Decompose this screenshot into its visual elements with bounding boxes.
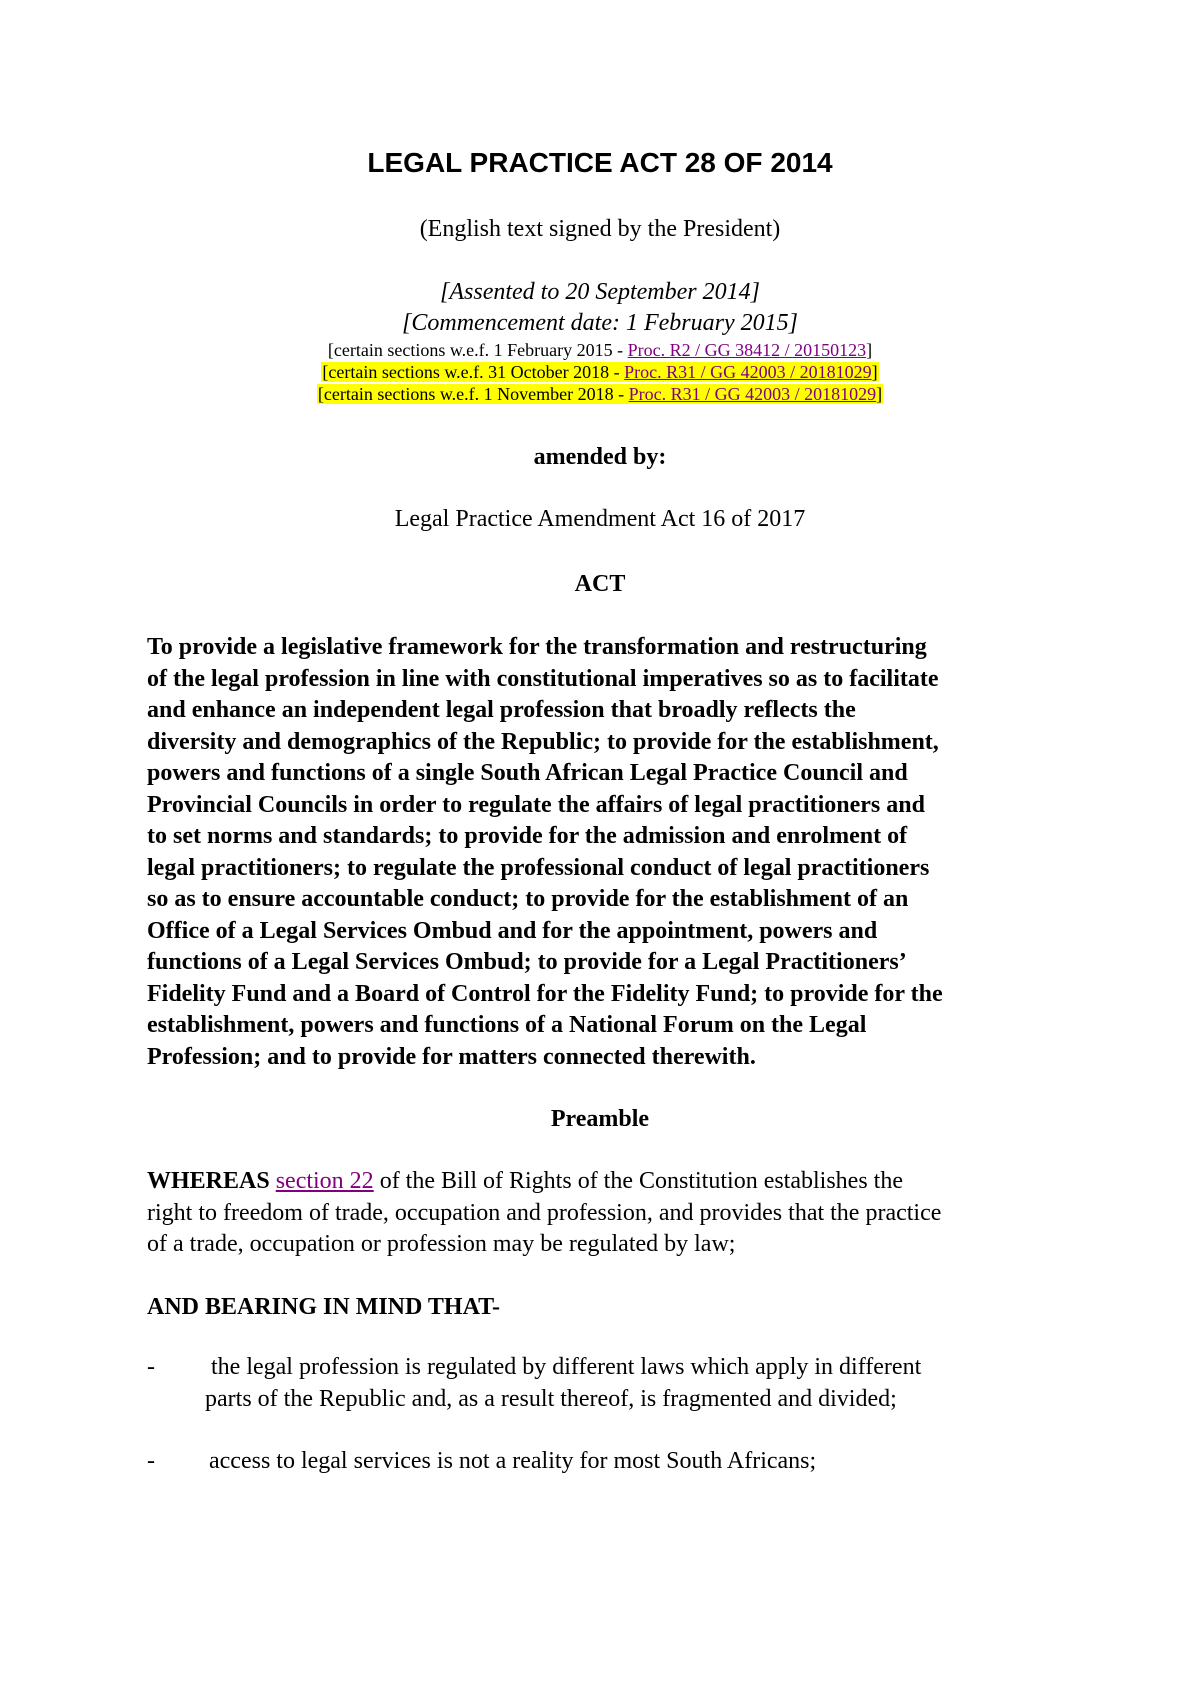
long-title-line: to set norms and standards; to provide for the admission and enrolment of [147, 823, 908, 849]
certain-sections-prefix: [certain sections w.e.f. 1 February 2015 - [327, 340, 628, 360]
commencement-date: [Commencement date: 1 February 2015] [402, 310, 798, 336]
long-title-line: functions of a Legal Services Ombud; to provide for a Legal Practitioners’ [147, 949, 907, 975]
certain-sections-suffix: ] [871, 362, 878, 382]
certain-sections-suffix: ] [866, 340, 873, 360]
whereas-keyword: WHEREAS [147, 1168, 270, 1194]
amended-by-label: amended by: [533, 444, 667, 470]
signed-note: (English text signed by the President) [419, 216, 781, 242]
long-title-line: of the legal profession in line with constitutional imperatives so as to facilitate [147, 665, 939, 692]
certain-sections-line-2 [0, 362, 1200, 383]
bullet-line: the legal profession is regulated by different laws which apply in different [211, 1354, 922, 1380]
long-title-line: Provincial Councils in order to regulate the affairs of legal practitioners and [147, 791, 925, 818]
proclamation-link[interactable]: Proc. R2 / GG 38412 / 20150123 [627, 340, 867, 360]
whereas-paragraph [147, 1166, 1067, 1261]
long-title-line: Office of a Legal Services Ombud and for the appointment, powers and [147, 917, 878, 944]
long-title-line: establishment, powers and functions of a National Forum on the Legal [147, 1012, 867, 1038]
whereas-line-1-rest: of the Bill of Rights of the Constitution establishes the [373, 1168, 903, 1194]
long-title-line: To provide a legislative framework for the transformation and restructuring [147, 634, 927, 660]
long-title-line: Profession; and to provide for matters connected therewith. [147, 1043, 756, 1070]
act-heading: ACT [574, 571, 626, 597]
certain-sections-prefix: [certain sections w.e.f. 1 November 2018 - [317, 384, 629, 404]
long-title-line: Fidelity Fund and a Board of Control for the Fidelity Fund; to provide for the [147, 980, 943, 1007]
certain-sections-suffix: ] [876, 384, 883, 404]
section-22-link[interactable]: section 22 [275, 1168, 374, 1194]
certain-sections-prefix: [certain sections w.e.f. 31 October 2018 - [322, 362, 625, 382]
bullet-line: access to legal services is not a reality for most South Africans; [209, 1448, 817, 1474]
long-title-line: powers and functions of a single South African Legal Practice Council and [147, 760, 908, 786]
bullet-dash: - [147, 1354, 155, 1380]
whereas-line-3: of a trade, occupation or profession may be regulated by law; [147, 1231, 736, 1257]
assented-date: [Assented to 20 September 2014] [440, 279, 760, 305]
certain-sections-line-1 [0, 340, 1200, 361]
whereas-line-2: right to freedom of trade, occupation and profession, and provides that the practice [147, 1199, 942, 1226]
bearing-in-mind-heading: AND BEARING IN MIND THAT- [147, 1294, 500, 1320]
long-title-line: diversity and demographics of the Republic; to provide for the establishment, [147, 728, 939, 755]
whereas-line-1 [147, 1166, 1067, 1198]
certain-sections-line-3 [0, 384, 1200, 405]
bullet-dash: - [147, 1448, 155, 1474]
proclamation-link[interactable]: Proc. R31 / GG 42003 / 20181029 [624, 362, 872, 382]
long-title-line: and enhance an independent legal profession that broadly reflects the [147, 697, 856, 723]
bullet-line: parts of the Republic and, as a result thereof, is fragmented and divided; [205, 1385, 897, 1412]
amending-act: Legal Practice Amendment Act 16 of 2017 [394, 506, 806, 532]
long-title [147, 632, 1057, 1073]
proclamation-link[interactable]: Proc. R31 / GG 42003 / 20181029 [628, 384, 877, 404]
long-title-line: legal practitioners; to regulate the professional conduct of legal practitioners [147, 854, 930, 881]
act-title: LEGAL PRACTICE ACT 28 OF 2014 [367, 147, 833, 178]
bullet-text [205, 1352, 922, 1415]
bullet-text [209, 1446, 816, 1478]
preamble-heading: Preamble [550, 1106, 650, 1132]
long-title-line: so as to ensure accountable conduct; to provide for the establishment of an [147, 886, 909, 912]
